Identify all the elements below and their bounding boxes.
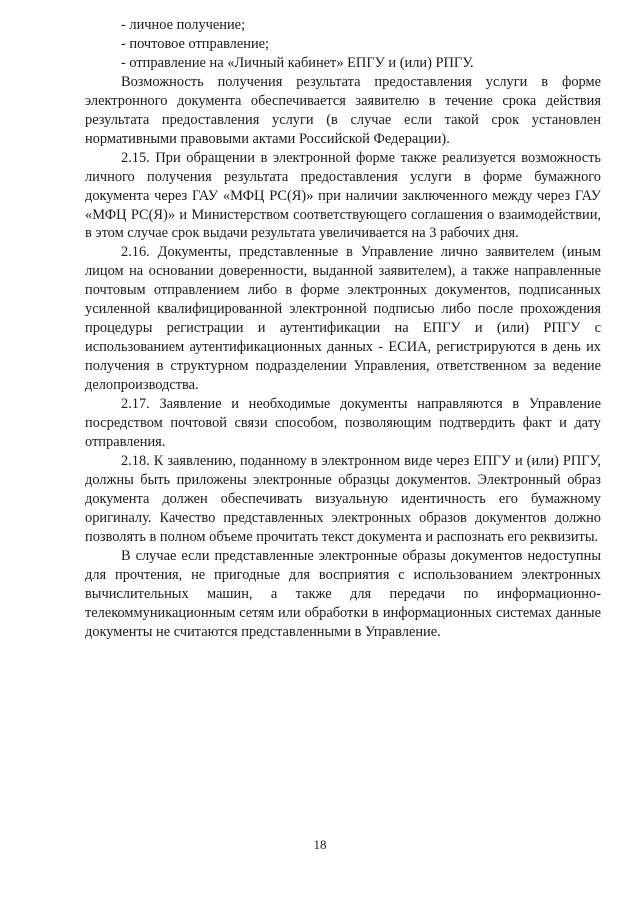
paragraph-2-18: 2.18. К заявлению, поданному в электронном виде через ЕПГУ и (или) РПГУ, должны быть приложены электронные образцы документов. Электронный образ документа должен обеспечивать визуальную идентичность его бумажному оригиналу. Качество представленных электронных образов документов должно позволять в полном объеме прочитать текст документа и распознать его реквизиты. bbox=[85, 452, 601, 545]
paragraph-2-16: 2.16. Документы, представленные в Управление лично заявителем (иным лицом на основании доверенности, выданной заявителем), а также направленные почтовым отправлением либо в форме электронных документов, подписанных усиленной квалифицированной электронной подписью либо после прохождения процедуры регистрации и аутентификации на ЕПГУ и (или) РПГУ с использованием аутентификационных данных - ЕСИА, регистрируются в день их получения в структурном подразделении Управления, ответственном за ведение делопроизводства. bbox=[85, 244, 601, 394]
list-item: - личное получение; bbox=[121, 17, 246, 33]
page-number: 18 bbox=[313, 837, 327, 852]
paragraph-result-electronic: Возможность получения результата предоставления услуги в форме электронного документа обеспечивается заявителю в течение срока действия результата предоставления услуги (в случае если такой срок установлен нормативными правовыми актами Российской Федерации). bbox=[85, 73, 601, 147]
list-item: - отправление на «Личный кабинет» ЕПГУ и (или) РПГУ. bbox=[121, 54, 474, 71]
document-body bbox=[85, 16, 601, 641]
list-item: - почтовое отправление; bbox=[121, 35, 270, 52]
paragraph-unreadable-documents: В случае если представленные электронные образы документов недоступны для прочтения, не пригодные для восприятия с использованием электронных вычислительных машин, а также для передачи по информационно-телекоммуникационным сетям или обработки в информационных системах данные документы не считаются представленными в Управление. bbox=[85, 547, 601, 640]
paragraph-2-17: 2.17. Заявление и необходимые документы направляются в Управление посредством почтовой связи способом, позволяющим подтвердить факт и дату отправления. bbox=[85, 396, 601, 450]
paragraph-2-15: 2.15. При обращении в электронной форме также реализуется возможность личного получения результата предоставления услуги в форме бумажного документа через ГАУ «МФЦ РС(Я)» при наличии заключенного между через ГАУ «МФЦ РС(Я)» и Министерством соответствующего соглашения о взаимодействии, в этом случае срок выдачи результата увеличивается на 3 рабочих дня. bbox=[85, 149, 601, 242]
